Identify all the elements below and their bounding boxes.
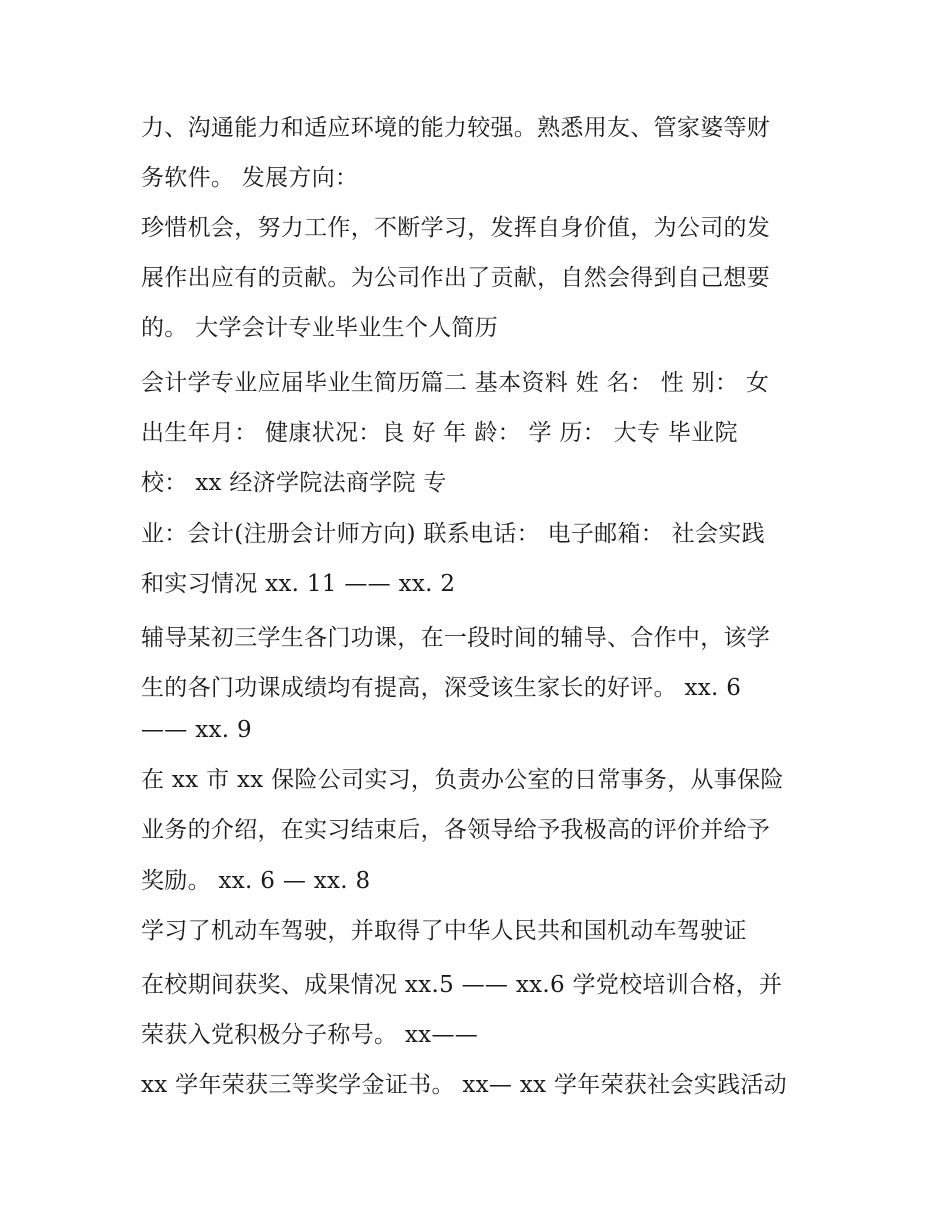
text-line: 展作出应有的贡献。为公司作出了贡献，自然会得到自己想要: [141, 265, 771, 291]
text-line: xx 学年荣获三等奖学金证书。 xx— xx 学年荣获社会实践活动: [141, 1072, 787, 1098]
text-line: 出生年月： 健康状况：良 好 年 龄： 学 历： 大专 毕业院: [141, 420, 738, 446]
text-line: 和实习情况 xx. 11 —— xx. 2: [141, 571, 456, 597]
text-line: 奖励。 xx. 6 — xx. 8: [141, 868, 371, 894]
text-line: —— xx. 9: [141, 717, 252, 743]
text-line: 荣获入党积极分子称号。 xx——: [141, 1022, 479, 1048]
text-line: 的。 大学会计专业毕业生个人简历: [141, 315, 499, 341]
text-line: 生的各门功课成绩均有提高，深受该生家长的好评。 xx. 6: [141, 675, 742, 701]
text-line: 在 xx 市 xx 保险公司实习，负责办公室的日常事务，从事保险: [141, 767, 784, 793]
text-line: 辅导某初三学生各门功课，在一段时间的辅导、合作中，该学: [141, 625, 771, 651]
text-line: 珍惜机会，努力工作，不断学习，发挥自身价值，为公司的发: [141, 215, 771, 241]
text-line: 业：会计(注册会计师方向) 联系电话： 电子邮箱： 社会实践: [141, 521, 765, 547]
text-line: 学习了机动车驾驶，并取得了中华人民共和国机动车驾驶证: [141, 918, 747, 944]
text-line: 会计学专业应届毕业生简历篇二 基本资料 姓 名： 性 别： 女: [141, 370, 770, 396]
text-line: 在校期间获奖、成果情况 xx.5 —— xx.6 学党校培训合格，并: [141, 972, 783, 998]
text-line: 力、沟通能力和适应环境的能力较强。熟悉用友、管家婆等财: [141, 115, 771, 141]
text-line: 务软件。 发展方向：: [141, 165, 359, 191]
text-line: 校： xx 经济学院法商学院 专: [141, 470, 447, 496]
text-line: 业务的介绍，在实习结束后，各领导给予我极高的评价并给予: [141, 817, 771, 843]
